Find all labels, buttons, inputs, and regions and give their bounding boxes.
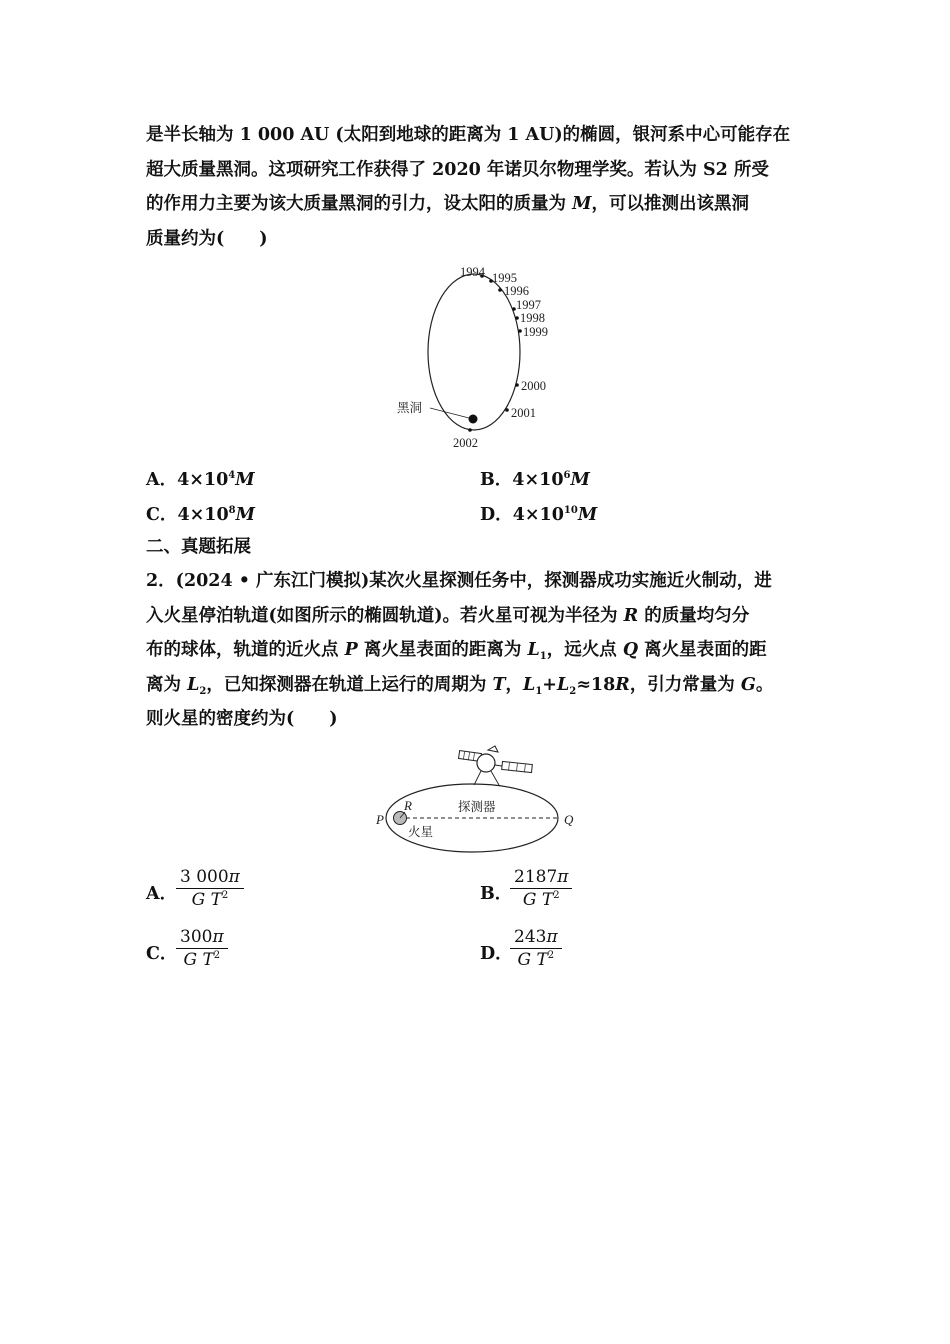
year-label-2000: 2000 bbox=[521, 379, 546, 393]
year-label-1996: 1996 bbox=[504, 284, 529, 298]
q1-line-1: 是半长轴为 1 000 AU (太阳到地球的距离为 1 AU)的椭圆，银河系中心可能存在 bbox=[146, 125, 791, 145]
perigee-label: P bbox=[376, 812, 384, 827]
orbit-point-1996 bbox=[498, 288, 502, 292]
orbit-point-2000 bbox=[515, 383, 519, 387]
year-label-1994: 1994 bbox=[460, 265, 485, 279]
mars-label: 火星 bbox=[408, 824, 434, 839]
year-label-2002: 2002 bbox=[453, 436, 478, 450]
document-page: 是半长轴为 1 000 AU (太阳到地球的距离为 1 AU)的椭圆，银河系中心可能存在 超大质量黑洞。这项研究工作获得了 2020 年诺贝尔物理学奖。若认为 S2 所受 的作用力主要为该大质量黑洞的引力，设太阳的质量为 M，可以推测出该黑洞 质量约为( ) 1994 1995 1996 1997 1998 1999 2000 2001 2002 黑洞 A．$4\times 10^4M$ B．$4\times 10^6M$ C．$4\times 10^8M$ D．$4\times 10^{10}M$ 二、真题拓展 2．(2024 • 广东江门模拟)某次火星探测任务中，探测器成功实施近火制动，进 入火星停泊轨道(如图所示的椭圆轨道)。若火星可视为半径为 R 的质量均匀分 布的球体，轨道的近火点 P 离火星表面的距离为 $L_1$，远火点 Q 离火星表面的距 离为 $L_2$，已知探测器在轨道上运行的周期为 T，$L_1+L_2\approx 18R$，引力常量为 G。 则火星的密度约为( ) 探测器 火星 R P Q A． $\frac{3 000\pi}{G T^2}$ B． $\frac{2187\pi}{G T^2}$ C． $\frac{300\pi}{G T^2}$ D． $\frac{243\pi}{G T^2}$ bbox=[0, 0, 950, 1344]
q1-option-b[interactable]: B．$4\times 10^6M$ bbox=[480, 470, 590, 490]
section-title: 二、真题拓展 bbox=[146, 537, 251, 557]
q1-line-3: 的作用力主要为该大质量黑洞的引力，设太阳的质量为 M，可以推测出该黑洞 bbox=[146, 194, 749, 214]
q1-option-d[interactable]: D．$4\times 10^{10}M$ bbox=[480, 505, 598, 525]
q2-line-3: 布的球体，轨道的近火点 P 离火星表面的距离为 $L_1$，远火点 Q 离火星表面的距 bbox=[146, 640, 767, 662]
blackhole-leader bbox=[430, 408, 469, 418]
q2-option-b-fraction: $\frac{2187\pi}{G T^2}$ bbox=[510, 866, 572, 911]
q2-line-2: 入火星停泊轨道(如图所示的椭圆轨道)。若火星可视为半径为 R 的质量均匀分 bbox=[146, 605, 750, 626]
q2-option-c-fraction: $\frac{300\pi}{G T^2}$ bbox=[176, 926, 228, 971]
orbit-point-1999 bbox=[518, 329, 522, 333]
orbit-point-2002 bbox=[468, 428, 472, 432]
orbit-point-1998 bbox=[515, 316, 519, 320]
q1-line-2: 超大质量黑洞。这项研究工作获得了 2020 年诺贝尔物理学奖。若认为 S2 所受 bbox=[146, 159, 769, 180]
blackhole-dot bbox=[469, 415, 478, 424]
q1-line-4: 质量约为( ) bbox=[146, 228, 268, 249]
radius-label: R bbox=[404, 798, 412, 813]
apogee-label: Q bbox=[564, 812, 574, 827]
q1-paragraph bbox=[146, 118, 810, 256]
probe-label: 探测器 bbox=[458, 799, 496, 814]
year-label-2001: 2001 bbox=[511, 406, 536, 420]
year-label-1995: 1995 bbox=[492, 271, 517, 285]
q2-line-1: 2．(2024 • 广东江门模拟)某次火星探测任务中，探测器成功实施近火制动，进 bbox=[146, 571, 772, 591]
s2-orbit-figure bbox=[390, 262, 570, 454]
blackhole-label: 黑洞 bbox=[397, 400, 423, 415]
q2-paragraph bbox=[146, 564, 810, 737]
mars-orbit-figure bbox=[368, 740, 586, 858]
q2-option-d-fraction: $\frac{243\pi}{G T^2}$ bbox=[510, 926, 562, 971]
q2-line-4: 离为 $L_2$，已知探测器在轨道上运行的周期为 T，$L_1+L_2\approx 18R$，引力常量为 G。 bbox=[146, 674, 774, 697]
orbit-point-2001 bbox=[505, 408, 509, 412]
q2-line-5: 则火星的密度约为( ) bbox=[146, 709, 338, 729]
year-label-1999: 1999 bbox=[523, 325, 548, 339]
q1-option-a[interactable]: A．$4\times 10^4M$ bbox=[146, 470, 255, 490]
probe-icon bbox=[459, 746, 533, 785]
q2-option-a-fraction: $\frac{3 000\pi}{G T^2}$ bbox=[176, 866, 244, 911]
q1-option-c[interactable]: C．$4\times 10^8M$ bbox=[146, 505, 255, 525]
year-label-1998: 1998 bbox=[520, 311, 545, 325]
year-label-1997: 1997 bbox=[516, 298, 541, 312]
